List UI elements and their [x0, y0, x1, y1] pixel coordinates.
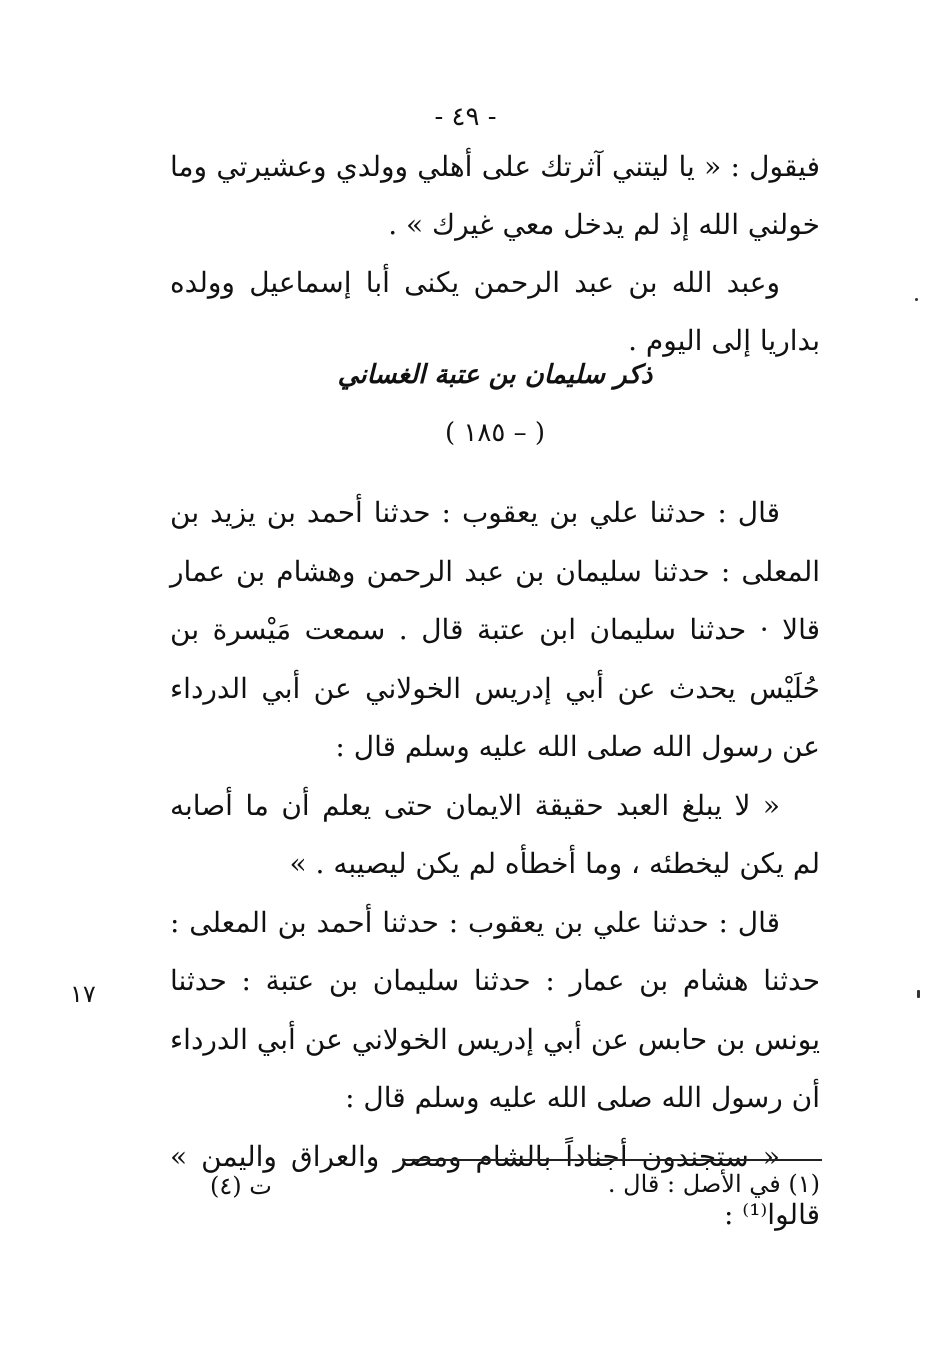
- paragraph: « لا يبلغ العبد حقيقة الايمان حتى يعلم أن ما أصابه لم يكن ليخطئه ، وما أخطأه لم يكن ليصيبه . »: [170, 788, 820, 880]
- section-heading: ذكر سليمان بن عتبة الغساني: [337, 360, 653, 390]
- footnote-rule: [402, 1159, 822, 1161]
- paragraph: وعبد الله بن عبد الرحمن يكنى أبا إسماعيل وولده بداريا إلى اليوم .: [170, 266, 820, 357]
- paragraph: فيقول : « يا ليتني آثرتك على أهلي وولدي وعشيرتي وما خولني الله إذ لم يدخل معي غيرك » .: [170, 150, 820, 241]
- section-date: ( – ١٨٥ ): [444, 418, 545, 448]
- hadith-text-block: [170, 484, 820, 1245]
- footnote: (١) في الأصل : قال .: [607, 1170, 820, 1198]
- opening-text-block: [170, 138, 820, 370]
- paragraph: قال : حدثنا علي بن يعقوب : حدثنا أحمد بن المعلى : حدثنا هشام بن عمار : حدثنا سليمان بن عتبة : حدثنا يونس بن حابس عن أبي إدريس الخولاني عن أبي الدرداء أن رسول الله صلى الله عليه وسلم قال :: [170, 905, 820, 1114]
- margin-number: ١٧: [70, 980, 96, 1008]
- margin-mark: [915, 298, 918, 301]
- signature-mark: ت (٤): [210, 1172, 272, 1200]
- page-number: - ٤٩ -: [434, 102, 497, 132]
- margin-mark: [917, 990, 920, 998]
- paragraph: قال : حدثنا علي بن يعقوب : حدثنا أحمد بن يزيد بن المعلى : حدثنا سليمان بن عبد الرحمن وهشام بن عمار قالا · حدثنا سليمان ابن عتبة قال . سمعت مَيْسرة بن حُلَيْس يحدث عن أبي إدريس الخولاني عن أبي الدرداء عن رسول الله صلى الله عليه وسلم قال :: [170, 496, 821, 763]
- paragraph: « ستجندون أجناداً بالشام ومصر والعراق واليمن » قالوا⁽¹⁾ :: [170, 1139, 820, 1231]
